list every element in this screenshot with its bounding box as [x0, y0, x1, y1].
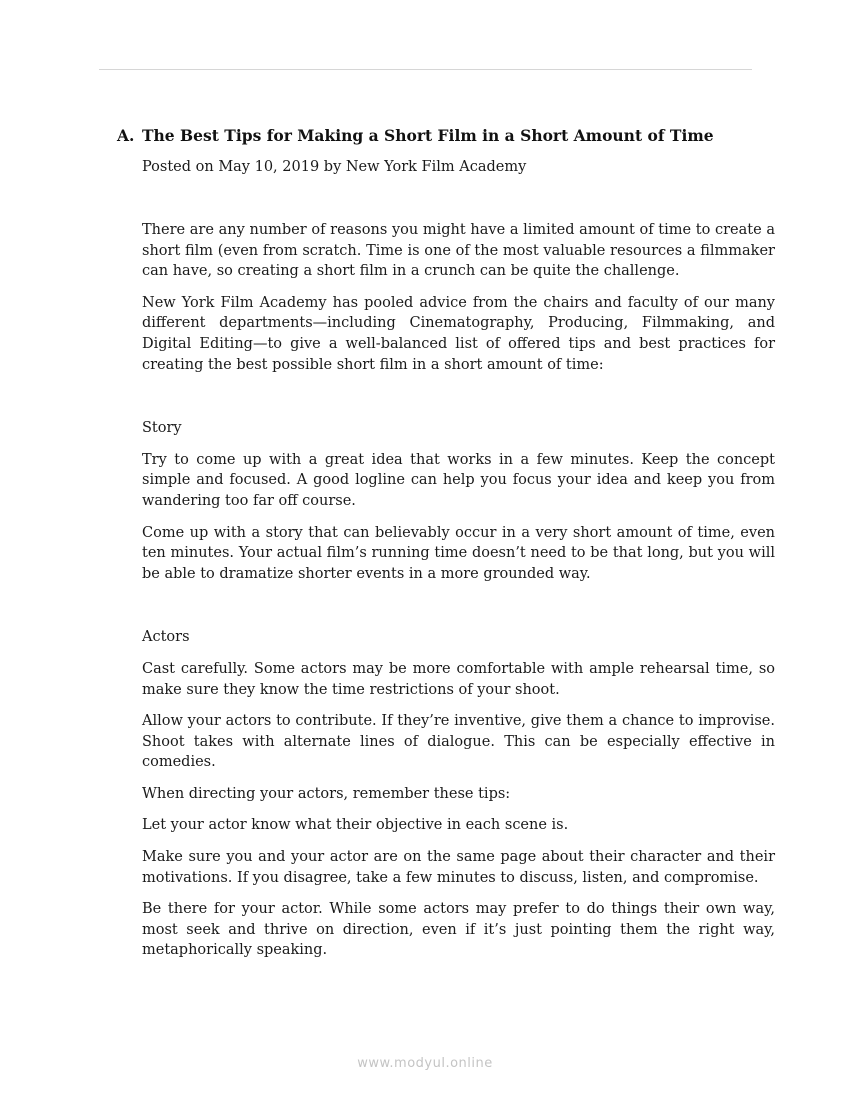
actors-paragraph: Allow your actors to contribute. If they’re inventive, give them a chance to improvise. Shoot takes with alternate lines of dialogue. This can be especially effective in comedies. — [142, 713, 775, 771]
article-body — [142, 220, 775, 972]
story-paragraph: Come up with a story that can believably occur in a very short amount of time, even ten minutes. Your actual film’s running time doesn’t need to be that long, but you will be able to dramatize shorter events in a more grounded way. — [142, 524, 775, 582]
actors-paragraph: Cast carefully. Some actors may be more comfortable with ample rehearsal time, so make sure they know the time restrictions of your shoot. — [142, 660, 775, 698]
story-paragraph: Try to come up with a great idea that works in a few minutes. Keep the concept simple and focused. A good logline can help you focus your idea and keep you from wandering too far off course. — [142, 451, 775, 509]
footer-watermark: www.modyul.online — [357, 1056, 493, 1071]
heading-marker: A. — [117, 126, 135, 145]
actors-paragraph: Make sure you and your actor are on the same page about their character and their motivations. If you disagree, take a few minutes to discuss, listen, and compromise. — [142, 849, 775, 886]
article-byline: Posted on May 10, 2019 by New York Film Academy — [142, 159, 527, 175]
actors-paragraph: When directing your actors, remember these tips: — [142, 785, 511, 802]
header-divider — [99, 69, 752, 70]
section-heading-story: Story — [142, 420, 182, 437]
actors-paragraph: Be there for your actor. While some actors may prefer to do things their own way, most seek and thrive on direction, even if it’s just pointing them the right way, metaphorically speaking. — [142, 901, 775, 959]
intro-paragraph: There are any number of reasons you might have a limited amount of time to create a short film (even from scratch. Time is one of the most valuable resources a filmmaker can have, so creating a short film in a crunch can be quite the challenge. — [142, 222, 775, 280]
intro-paragraph: New York Film Academy has pooled advice from the chairs and faculty of our many different departments—including Cinematography, Producing, Filmmaking, and Digital Editing—to give a well-balanced list of offered tips and best practices for creating the best possible short film in a short amount of time: — [142, 294, 775, 373]
section-heading-actors: Actors — [142, 629, 190, 646]
actors-paragraph: Let your actor know what their objective in each scene is. — [142, 817, 569, 834]
article-title-text: The Best Tips for Making a Short Film in a Short Amount of Time — [142, 126, 714, 145]
article-title — [117, 126, 797, 146]
